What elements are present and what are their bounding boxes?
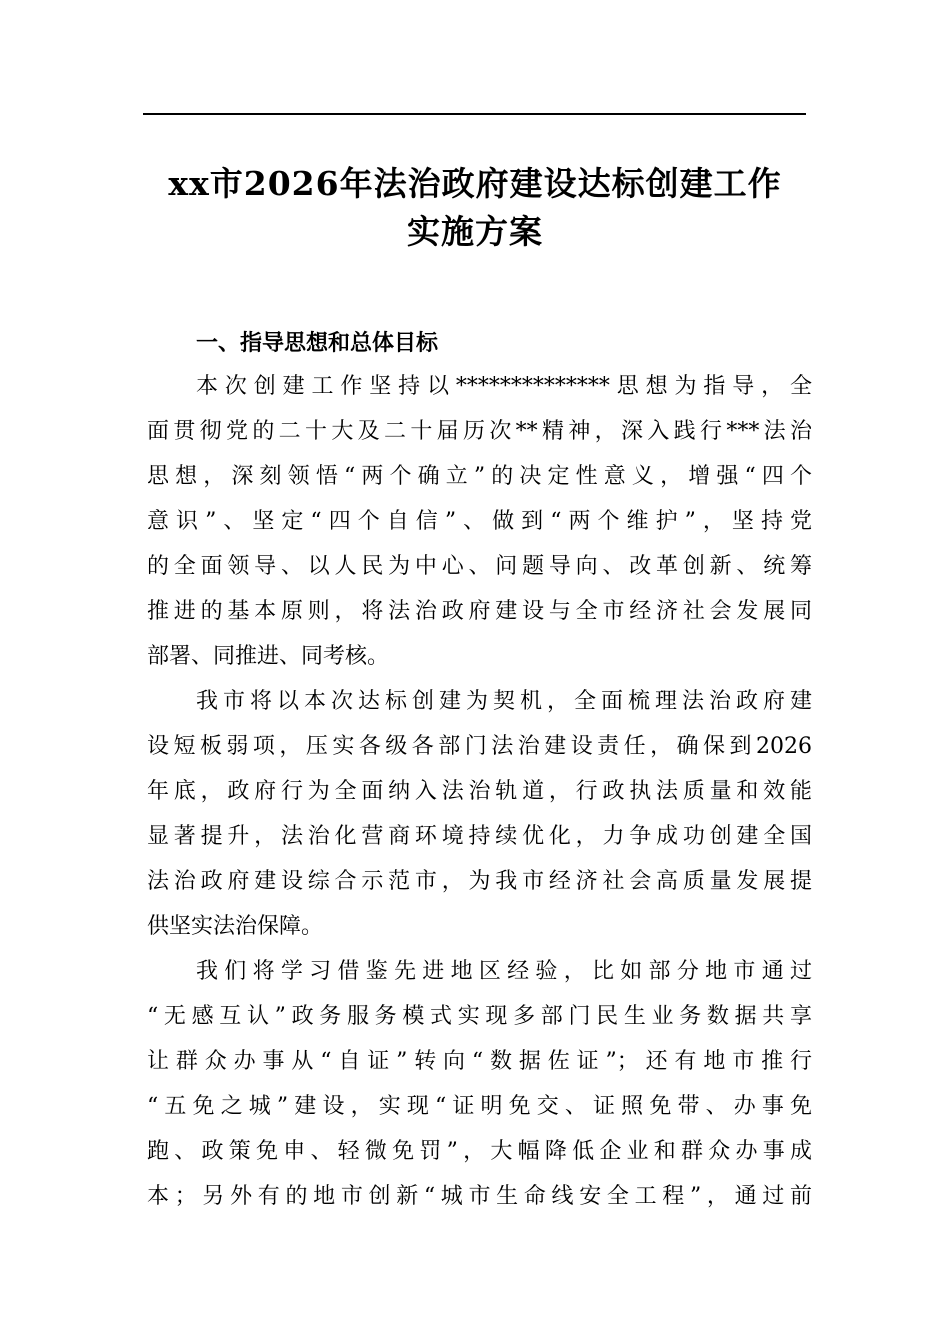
text-line: “五免之城”建设，实现“证明免交、证照免带、办事免 bbox=[147, 1094, 812, 1119]
text-line: 思想，深刻领悟“两个确立”的决定性意义，增强“四个 bbox=[147, 464, 812, 489]
paragraph bbox=[147, 949, 812, 1219]
text-line: 本次创建工作坚持以**************思想为指导，全 bbox=[196, 374, 812, 399]
document-title bbox=[100, 160, 850, 256]
text-line: 设短板弱项，压实各级各部门法治建设责任，确保到2026 bbox=[147, 734, 812, 759]
text-line: 法治政府建设综合示范市，为我市经济社会高质量发展提 bbox=[147, 869, 812, 894]
text-line: “无感互认”政务服务模式实现多部门民生业务数据共享 bbox=[147, 1004, 812, 1029]
text-line: 意识”、坚定“四个自信”、做到“两个维护”，坚持党 bbox=[147, 509, 812, 534]
text-line: 面贯彻党的二十大及二十届历次**精神，深入践行***法治 bbox=[147, 419, 812, 444]
text-line: 显著提升，法治化营商环境持续优化，力争成功创建全国 bbox=[147, 824, 812, 849]
text-line: 的全面领导、以人民为中心、问题导向、改革创新、统筹 bbox=[147, 554, 812, 579]
paragraph bbox=[147, 364, 812, 679]
document-body bbox=[147, 364, 812, 1219]
text-line: 部署、同推进、同考核。 bbox=[147, 644, 390, 669]
text-line: 本；另外有的地市创新“城市生命线安全工程”，通过前 bbox=[147, 1184, 812, 1209]
text-line: 让群众办事从“自证”转向“数据佐证”；还有地市推行 bbox=[147, 1049, 812, 1074]
text-line: 我们将学习借鉴先进地区经验，比如部分地市通过 bbox=[196, 959, 812, 984]
text-line: 跑、政策免申、轻微免罚”，大幅降低企业和群众办事成 bbox=[147, 1139, 812, 1164]
text-line: 推进的基本原则，将法治政府建设与全市经济社会发展同 bbox=[147, 599, 812, 624]
title-line: 实施方案 bbox=[407, 212, 543, 251]
text-line: 我市将以本次达标创建为契机，全面梳理法治政府建 bbox=[196, 689, 812, 714]
paragraph bbox=[147, 679, 812, 949]
title-line: xx市2026年法治政府建设达标创建工作 bbox=[168, 164, 782, 203]
header-rule bbox=[143, 113, 806, 115]
text-line: 供坚实法治保障。 bbox=[147, 914, 324, 939]
section-heading: 一、指导思想和总体目标 bbox=[196, 331, 439, 356]
text-line: 年底，政府行为全面纳入法治轨道，行政执法质量和效能 bbox=[147, 779, 812, 804]
